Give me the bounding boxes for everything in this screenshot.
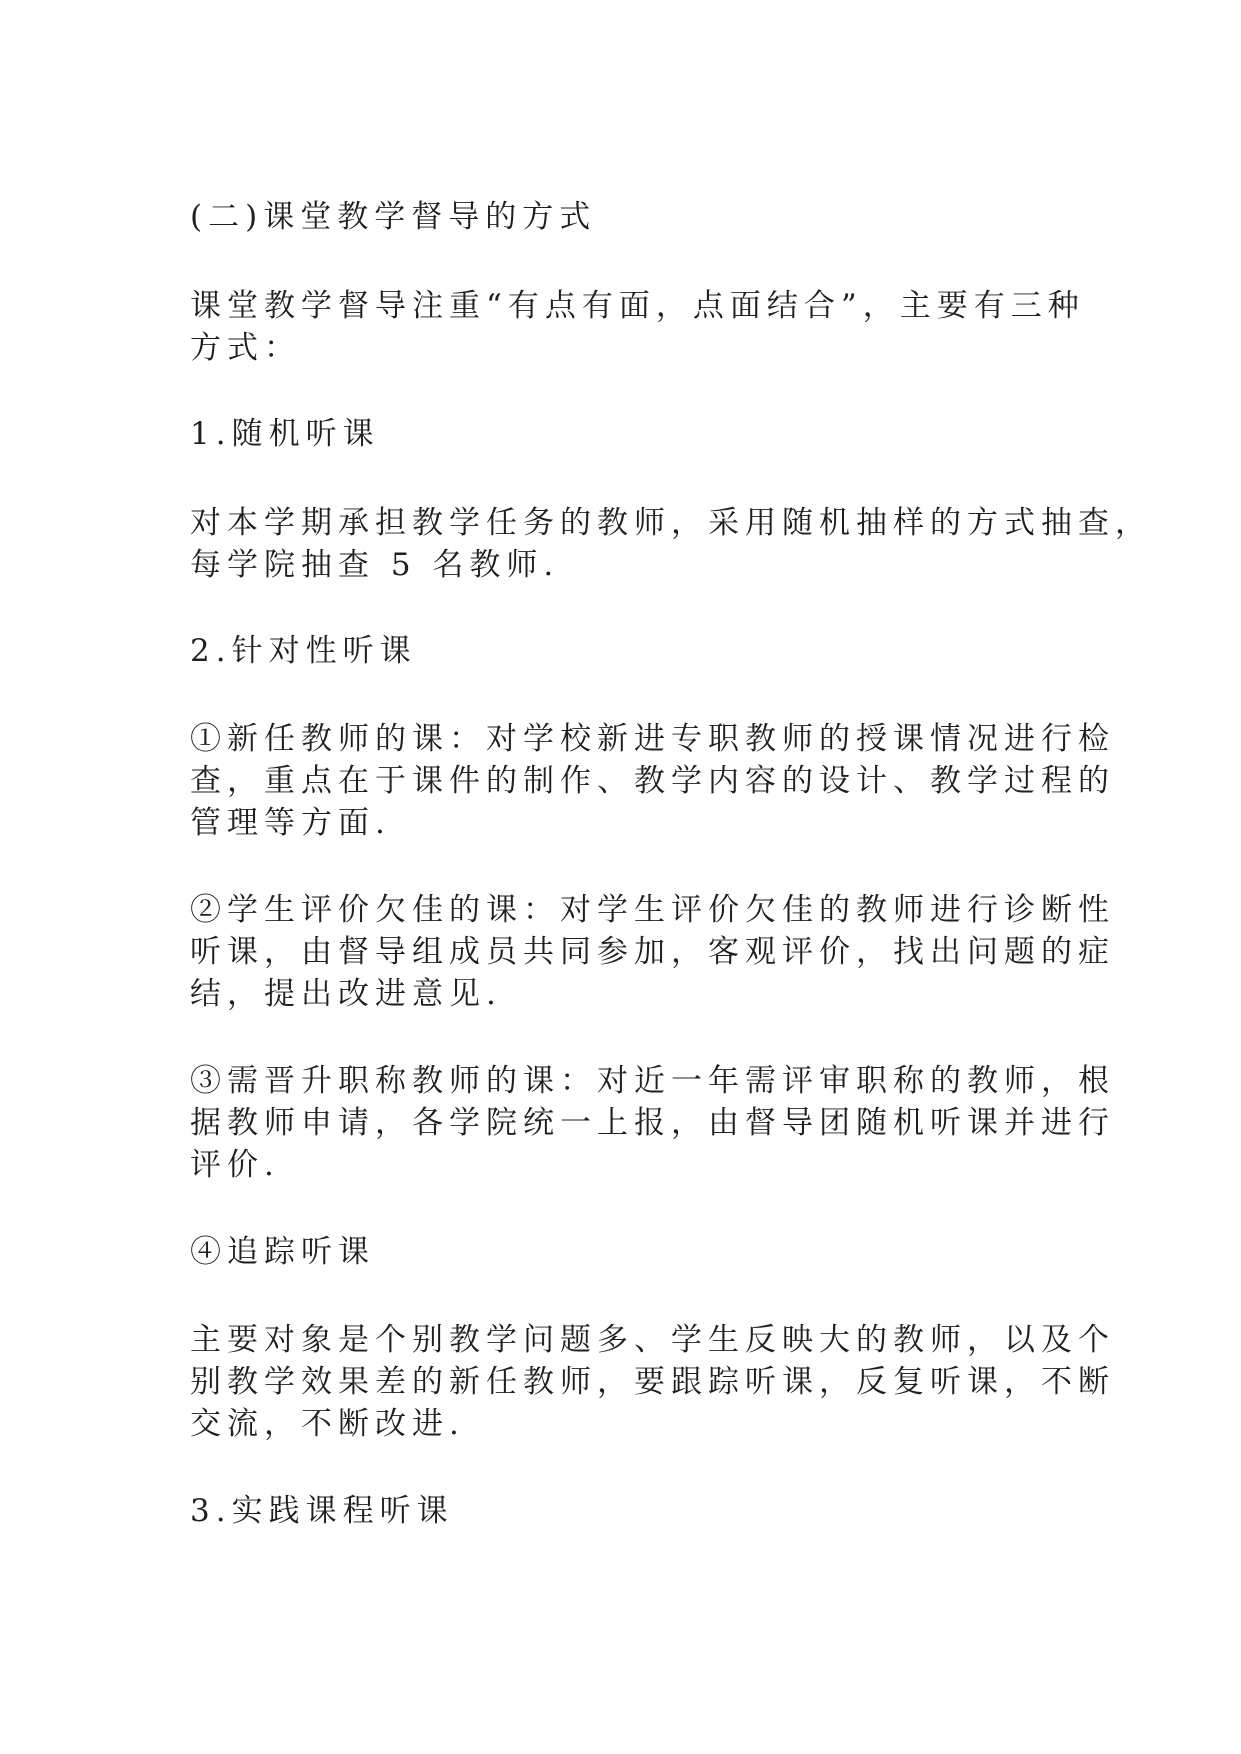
sub2-line: ②学生评价欠佳的课：对学生评价欠佳的教师进行诊断性 — [190, 892, 1115, 928]
sub1-line: ①新任教师的课：对学校新进专职教师的授课情况进行检 — [190, 721, 1115, 757]
sub4-heading-text: ④追踪听课 — [190, 1234, 375, 1270]
sub4-line: 别教学效果差的新任教师，要跟踪听课，反复听课，不断 — [190, 1364, 1115, 1400]
item1-heading — [190, 413, 1060, 455]
sub1-line: 管理等方面. — [190, 805, 391, 841]
sub4-line: 主要对象是个别教学问题多、学生反映大的教师，以及个 — [190, 1322, 1115, 1358]
sub3-line: 据教师申请，各学院统一上报，由督导团随机听课并进行 — [190, 1105, 1115, 1141]
item2-heading — [190, 630, 1060, 672]
item2-sub3-paragraph — [190, 1060, 1115, 1186]
item2-sub4-heading — [190, 1231, 1060, 1273]
sub2-line: 结，提出改进意见. — [190, 976, 502, 1012]
item2-sub4-paragraph — [190, 1319, 1115, 1445]
section-heading — [190, 196, 1060, 238]
item1-line: 对本学期承担教学任务的教师，采用随机抽样的方式抽查， — [190, 505, 1152, 541]
item2-sub1-paragraph — [190, 718, 1115, 844]
sub4-line: 交流，不断改进. — [190, 1406, 465, 1442]
item2-sub2-paragraph — [190, 889, 1115, 1015]
sub1-line: 查，重点在于课件的制作、教学内容的设计、教学过程的 — [190, 763, 1115, 799]
intro-paragraph — [190, 285, 1085, 369]
intro-line: 课堂教学督导注重“有点有面，点面结合”，主要有三种 — [190, 288, 1085, 324]
item1-heading-text: 1.随机听课 — [190, 416, 380, 452]
section-heading-text: (二)课堂教学督导的方式 — [190, 199, 597, 235]
intro-line: 方式： — [190, 330, 301, 366]
sub3-line: 评价. — [190, 1147, 280, 1183]
item3-heading-text: 3.实践课程听课 — [190, 1493, 454, 1529]
sub2-line: 听课，由督导组成员共同参加，客观评价，找出问题的症 — [190, 934, 1115, 970]
item1-line: 每学院抽查 5 名教师. — [190, 547, 560, 583]
item2-heading-text: 2.针对性听课 — [190, 633, 417, 669]
sub3-line: ③需晋升职称教师的课：对近一年需评审职称的教师，根 — [190, 1063, 1115, 1099]
item3-heading — [190, 1490, 1060, 1532]
item1-paragraph — [190, 502, 1152, 586]
